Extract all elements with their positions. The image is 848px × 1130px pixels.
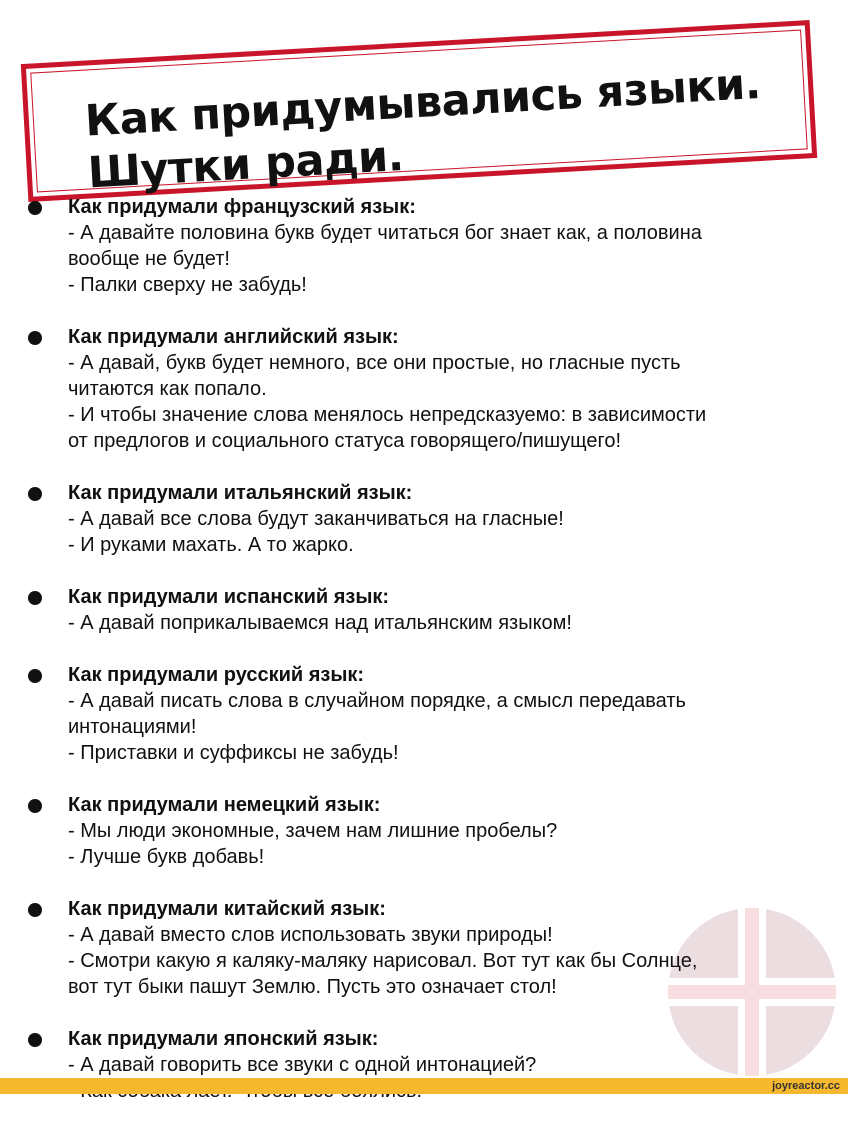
title-line-2: Шутки ради. bbox=[86, 130, 405, 199]
bullet-icon bbox=[28, 331, 42, 345]
list-item bbox=[0, 792, 848, 870]
item-heading: Как придумали итальянский язык: bbox=[68, 482, 413, 504]
item-line: - А давай вместо слов использовать звуки природы! bbox=[68, 924, 553, 946]
item-line: - Палки сверху не забудь! bbox=[68, 274, 307, 296]
title-line-1: Как придумывались языки. bbox=[83, 58, 762, 147]
item-line: - А давай писать слова в случайном порядке, а смысл передавать bbox=[68, 690, 686, 712]
item-line: от предлогов и социального статуса говорящего/пишущего! bbox=[68, 430, 622, 452]
item-line: - А давай все слова будут заканчиваться на гласные! bbox=[68, 508, 564, 530]
item-line: - И руками махать. А то жарко. bbox=[68, 534, 354, 556]
footer-site-label[interactable]: joyreactor.cc bbox=[772, 1080, 840, 1092]
item-line: - А давай, букв будет немного, все они простые, но гласные пусть bbox=[68, 352, 681, 374]
item-line: - А давайте половина букв будет читаться бог знает как, а половина bbox=[68, 222, 702, 244]
item-heading: Как придумали немецкий язык: bbox=[68, 794, 381, 816]
bullet-icon bbox=[28, 1033, 42, 1047]
item-heading: Как придумали французский язык: bbox=[68, 196, 416, 218]
list-item bbox=[0, 896, 848, 1000]
item-line: - И чтобы значение слова менялось непредсказуемо: в зависимости bbox=[68, 404, 707, 426]
item-line: читаются как попало. bbox=[68, 378, 267, 400]
list-item bbox=[0, 480, 848, 558]
item-heading: Как придумали русский язык: bbox=[68, 664, 365, 686]
item-line: интонациями! bbox=[68, 716, 197, 738]
bullet-icon bbox=[28, 799, 42, 813]
list-item bbox=[0, 194, 848, 298]
item-heading: Как придумали японский язык: bbox=[68, 1028, 379, 1050]
list-item bbox=[0, 584, 848, 636]
bullet-icon bbox=[28, 487, 42, 501]
item-line: - Мы люди экономные, зачем нам лишние пробелы? bbox=[68, 820, 558, 842]
item-line: - Смотри какую я каляку-маляку нарисовал. Вот тут как бы Солнце, bbox=[68, 950, 698, 972]
item-line: - Приставки и суффиксы не забудь! bbox=[68, 742, 399, 764]
item-line: - А давай поприкалываемся над итальянским языком! bbox=[68, 612, 572, 634]
list-item bbox=[0, 662, 848, 766]
item-heading: Как придумали английский язык: bbox=[68, 326, 399, 348]
bullet-icon bbox=[28, 669, 42, 683]
item-heading: Как придумали китайский язык: bbox=[68, 898, 386, 920]
bullet-icon bbox=[28, 903, 42, 917]
bullet-icon bbox=[28, 591, 42, 605]
item-line: - Лучше букв добавь! bbox=[68, 846, 265, 868]
bullet-icon bbox=[28, 201, 42, 215]
item-line: вообще не будет! bbox=[68, 248, 230, 270]
title-frame bbox=[21, 20, 817, 202]
item-heading: Как придумали испанский язык: bbox=[68, 586, 390, 608]
item-line: вот тут быки пашут Землю. Пусть это означает стол! bbox=[68, 976, 557, 998]
list-item bbox=[0, 324, 848, 454]
item-line: - А давай говорить все звуки с одной интонацией? bbox=[68, 1054, 537, 1076]
site-footer bbox=[0, 1078, 848, 1094]
jokes-list bbox=[0, 194, 848, 1130]
